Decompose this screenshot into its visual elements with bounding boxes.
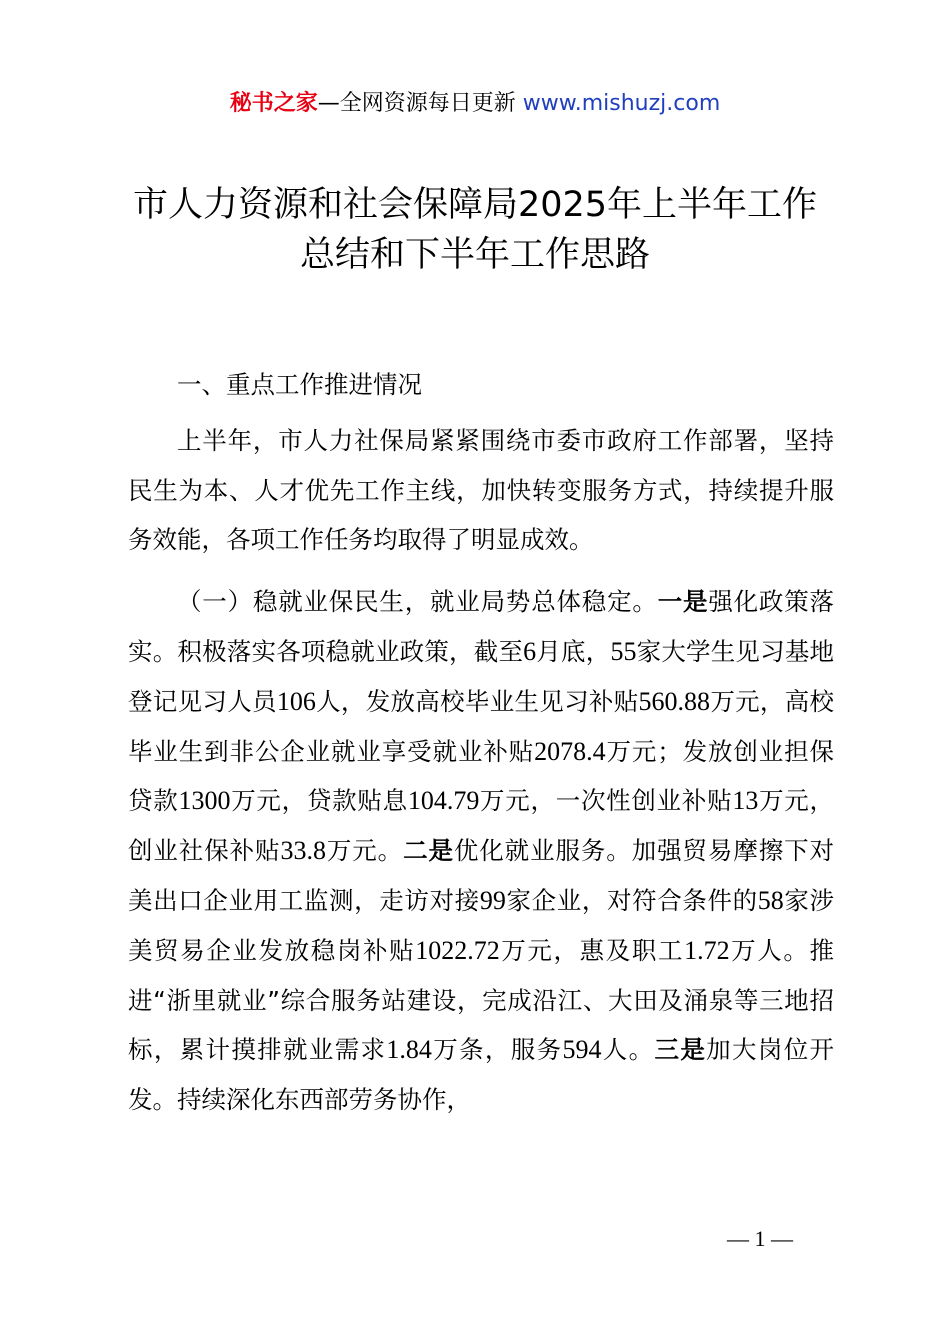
text-run: 月底， xyxy=(536,636,611,666)
text-run: 万元。 xyxy=(325,836,404,866)
page-number: — 1 — xyxy=(727,1226,793,1251)
number: 33.8 xyxy=(280,836,326,866)
section-heading: 一、重点工作推进情况 xyxy=(177,370,422,399)
lead-third: 三是 xyxy=(654,1035,707,1065)
number: 104.79 xyxy=(407,786,480,816)
number: 594 xyxy=(562,1035,602,1065)
number: 106 xyxy=(276,686,316,716)
text-run: 加大岗位开发。持续深化东西部劳务协作， xyxy=(128,1035,835,1115)
text-run: 强化政策落实。积极落实各项稳就业政策，截至 xyxy=(128,587,835,666)
text-run: 人，发放高校毕业生见习补贴 xyxy=(315,686,639,716)
text-run: 万人。推进“浙里就业”综合服务站建设，完成沿江、大田及涌泉等三地招标，累计摸排就业需求 xyxy=(128,935,835,1065)
site-url-link[interactable]: www.mishuzj.com xyxy=(522,91,721,116)
text-run: 万元；发放创业担保贷款 xyxy=(128,736,834,816)
number: 1300 xyxy=(178,786,231,816)
number: 2078.4 xyxy=(534,736,606,766)
text-run: 万条，服务 xyxy=(431,1035,563,1065)
number: 6 xyxy=(523,636,537,666)
number: 1.72 xyxy=(684,935,730,965)
number: 560.88 xyxy=(638,686,711,716)
site-header xyxy=(0,88,950,120)
number: 1022.72 xyxy=(415,935,500,965)
text-run: 万元，高校毕业生到非公企业就业享受就业补贴 xyxy=(128,686,835,766)
document-title xyxy=(60,180,890,280)
number: 13 xyxy=(732,786,759,816)
text-run: 家涉美贸易企业发放稳岗补贴 xyxy=(128,885,835,965)
number: 58 xyxy=(757,885,784,915)
number: 1.84 xyxy=(386,1035,432,1065)
title-line-2: 总结和下半年工作思路 xyxy=(299,235,650,275)
brand-name: 秘书之家 xyxy=(229,91,318,116)
text-run: 优化就业服务。加强贸易摩擦下对美出口企业用工监测，走访对接 xyxy=(128,836,835,915)
document-body xyxy=(128,360,834,1125)
text-run: 家企业，对符合条件的 xyxy=(505,885,758,915)
text-run: 万元，贷款贴息 xyxy=(230,786,408,816)
text-run: 万元，惠及职工 xyxy=(499,935,685,965)
number: 55 xyxy=(610,636,637,666)
intro-paragraph: 上半年，市人力社保局紧紧围绕市委市政府工作部署，坚持民生为本、人才优先工作主线，加快转变服务方式，持续提升服务效能，各项工作任务均取得了明显成效。 xyxy=(128,425,834,555)
employment-paragraph xyxy=(128,577,834,1125)
number: 99 xyxy=(479,885,506,915)
text-run: 万元，一次性创业补贴 xyxy=(479,786,733,816)
sub-heading: （一）稳就业保民生，就业局势总体稳定。 xyxy=(177,587,658,617)
text-run: 万元，创业社保补贴 xyxy=(128,786,835,866)
lead-second: 二是 xyxy=(403,836,454,866)
title-line-1: 市人力资源和社会保障局2025年上半年工作 xyxy=(132,185,818,225)
header-slogan: —全网资源每日更新 xyxy=(317,91,523,116)
text-run: 人。 xyxy=(601,1035,655,1065)
lead-first: 一是 xyxy=(657,587,709,617)
text-run: 家大学生见习基地登记见习人员 xyxy=(128,636,835,716)
